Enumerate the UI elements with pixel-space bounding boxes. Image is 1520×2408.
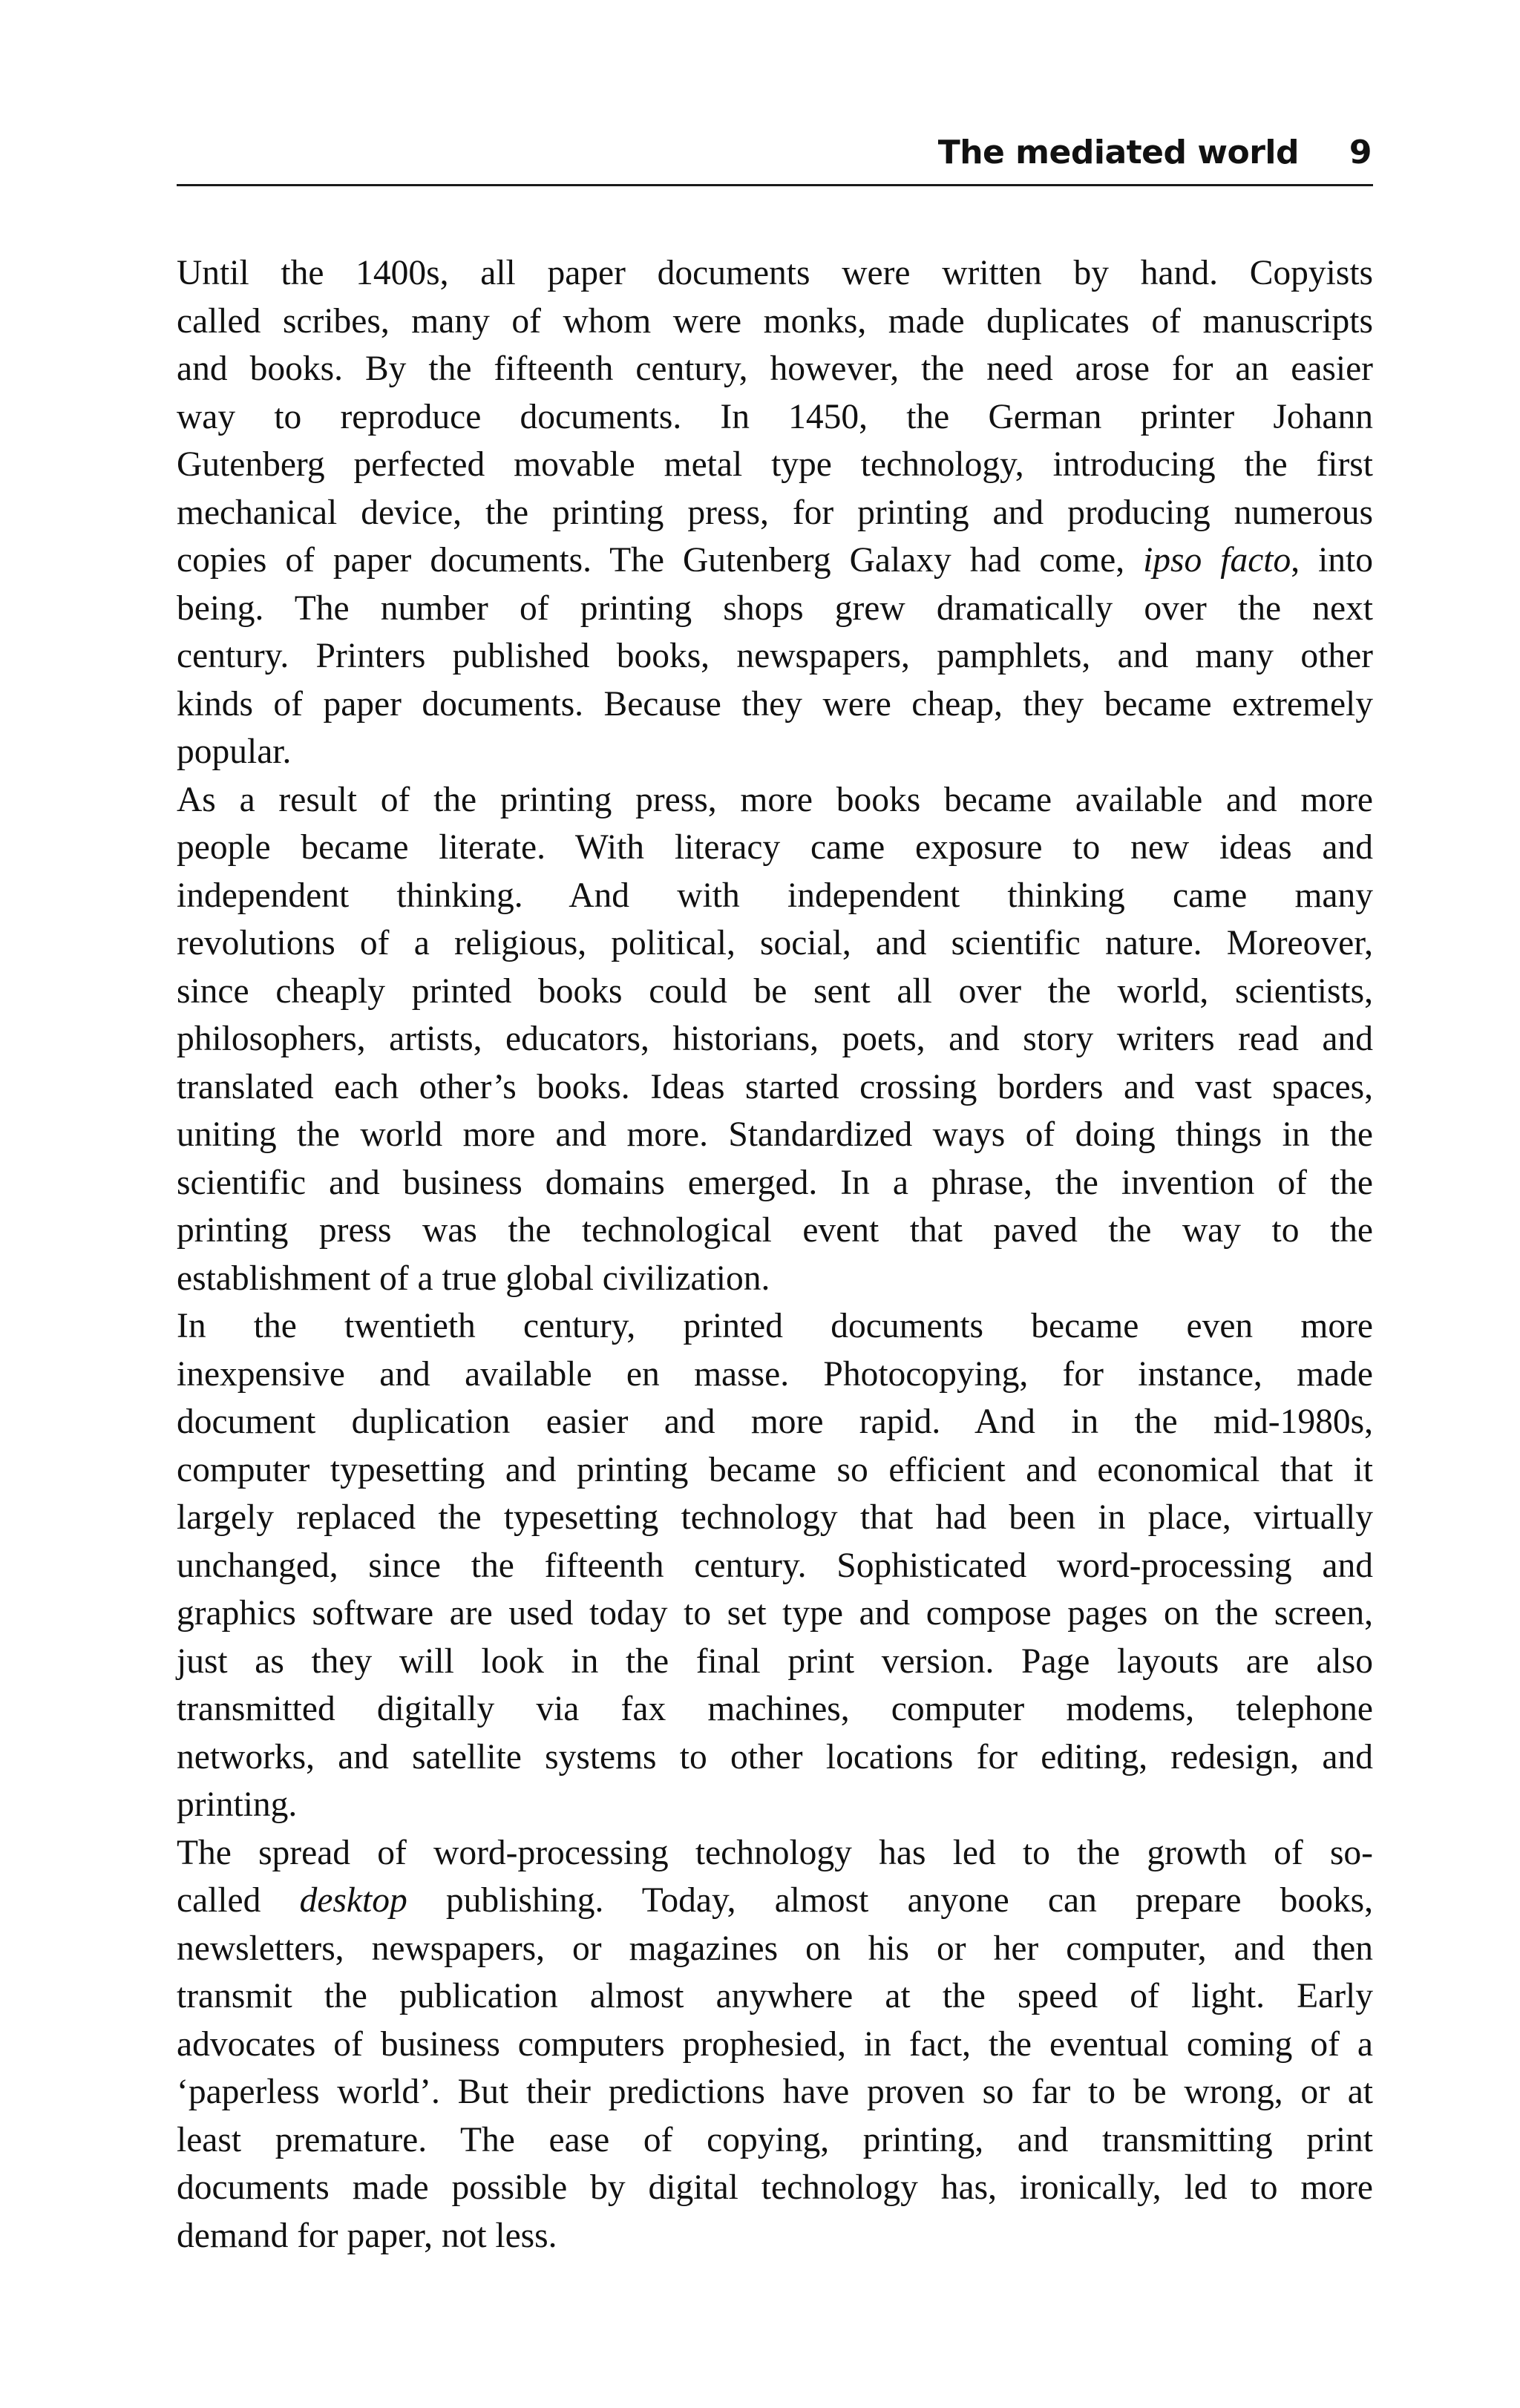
text-line: transmit the publication almost anywhere at the speed of light. Early	[177, 1977, 1373, 2015]
text-line: century. Printers published books, newspapers, pamphlets, and many other	[177, 637, 1373, 675]
text-line: transmitted digitally via fax machines, computer modems, telephone	[177, 1690, 1373, 1728]
running-head	[177, 125, 1373, 186]
page-number: 9	[1349, 134, 1372, 171]
text-line: translated each other’s books. Ideas started crossing borders and vast spaces,	[177, 1067, 1373, 1106]
text-line: inexpensive and available en masse. Photocopying, for instance, made	[177, 1354, 1373, 1394]
text-line: just as they will look in the final print version. Page layouts are also	[177, 1641, 1373, 1681]
paragraph	[177, 776, 1373, 1303]
text-line: called desktop publishing. Today, almost anyone can prepare books,	[177, 1881, 1373, 1920]
text-line: way to reproduce documents. In 1450, the German printer Johann	[177, 397, 1373, 436]
text-line: Gutenberg perfected movable metal type technology, introducing the first	[177, 445, 1373, 484]
text-line: Until the 1400s, all paper documents were written by hand. Copyists	[177, 254, 1373, 292]
paragraph	[177, 1302, 1373, 1829]
text-line: popular.	[177, 732, 292, 771]
text-line: advocates of business computers prophesied, in fact, the eventual coming of a	[177, 2024, 1373, 2064]
text-line: kinds of paper documents. Because they were cheap, they became extremely	[177, 684, 1373, 724]
text-line: called scribes, many of whom were monks, made duplicates of manuscripts	[177, 301, 1373, 341]
text-line: In the twentieth century, printed documents became even more	[177, 1307, 1373, 1345]
text-line: unchanged, since the fifteenth century. Sophisticated word-processing and	[177, 1546, 1373, 1585]
text-line: copies of paper documents. The Gutenberg Galaxy had come, ipso facto, into	[177, 541, 1373, 580]
text-line: people became literate. With literacy came exposure to new ideas and	[177, 828, 1373, 867]
text-line: computer typesetting and printing became so efficient and economical that it	[177, 1450, 1373, 1489]
text-line: ‘paperless world’. But their predictions have proven so far to be wrong, or at	[177, 2073, 1373, 2111]
text-line: The spread of word-processing technology has led to the growth of so-	[177, 1833, 1373, 1872]
text-line: document duplication easier and more rapid. And in the mid-1980s,	[177, 1403, 1373, 1441]
text-line: philosophers, artists, educators, historians, poets, and story writers read and	[177, 1020, 1373, 1058]
text-line: newsletters, newspapers, or magazines on his or her computer, and then	[177, 1929, 1373, 1968]
text-line: documents made possible by digital technology has, ironically, led to more	[177, 2168, 1373, 2207]
text-line: graphics software are used today to set type and compose pages on the screen,	[177, 1594, 1373, 1633]
running-head-title: The mediated world	[937, 134, 1299, 171]
text-line: networks, and satellite systems to other locations for editing, redesign, and	[177, 1737, 1373, 1777]
text-line: mechanical device, the printing press, for printing and producing numerous	[177, 493, 1373, 532]
paragraph	[177, 1829, 1373, 2260]
text-line: printing press was the technological event that paved the way to the	[177, 1211, 1373, 1250]
text-line: revolutions of a religious, political, social, and scientific nature. Moreover,	[177, 924, 1373, 962]
text-line: independent thinking. And with independent thinking came many	[177, 876, 1373, 915]
text-line: and books. By the fifteenth century, however, the need arose for an easier	[177, 350, 1373, 388]
paragraph	[177, 249, 1373, 776]
body-text	[177, 249, 1373, 2260]
text-line: printing.	[177, 1785, 298, 1824]
text-line: since cheaply printed books could be sent all over the world, scientists,	[177, 971, 1373, 1011]
italic-emphasis: ipso facto	[1143, 541, 1291, 580]
text-line: demand for paper, not less.	[177, 2216, 557, 2255]
text-line: being. The number of printing shops grew dramatically over the next	[177, 588, 1373, 628]
text-line: largely replaced the typesetting technology that had been in place, virtually	[177, 1498, 1373, 1537]
text-line: uniting the world more and more. Standardized ways of doing things in the	[177, 1115, 1373, 1154]
italic-emphasis: desktop	[299, 1881, 407, 1920]
text-line: scientific and business domains emerged. In a phrase, the invention of the	[177, 1163, 1373, 1202]
text-line: least premature. The ease of copying, printing, and transmitting print	[177, 2120, 1373, 2159]
text-line: As a result of the printing press, more books became available and more	[177, 780, 1373, 819]
text-line: establishment of a true global civilization.	[177, 1259, 770, 1298]
